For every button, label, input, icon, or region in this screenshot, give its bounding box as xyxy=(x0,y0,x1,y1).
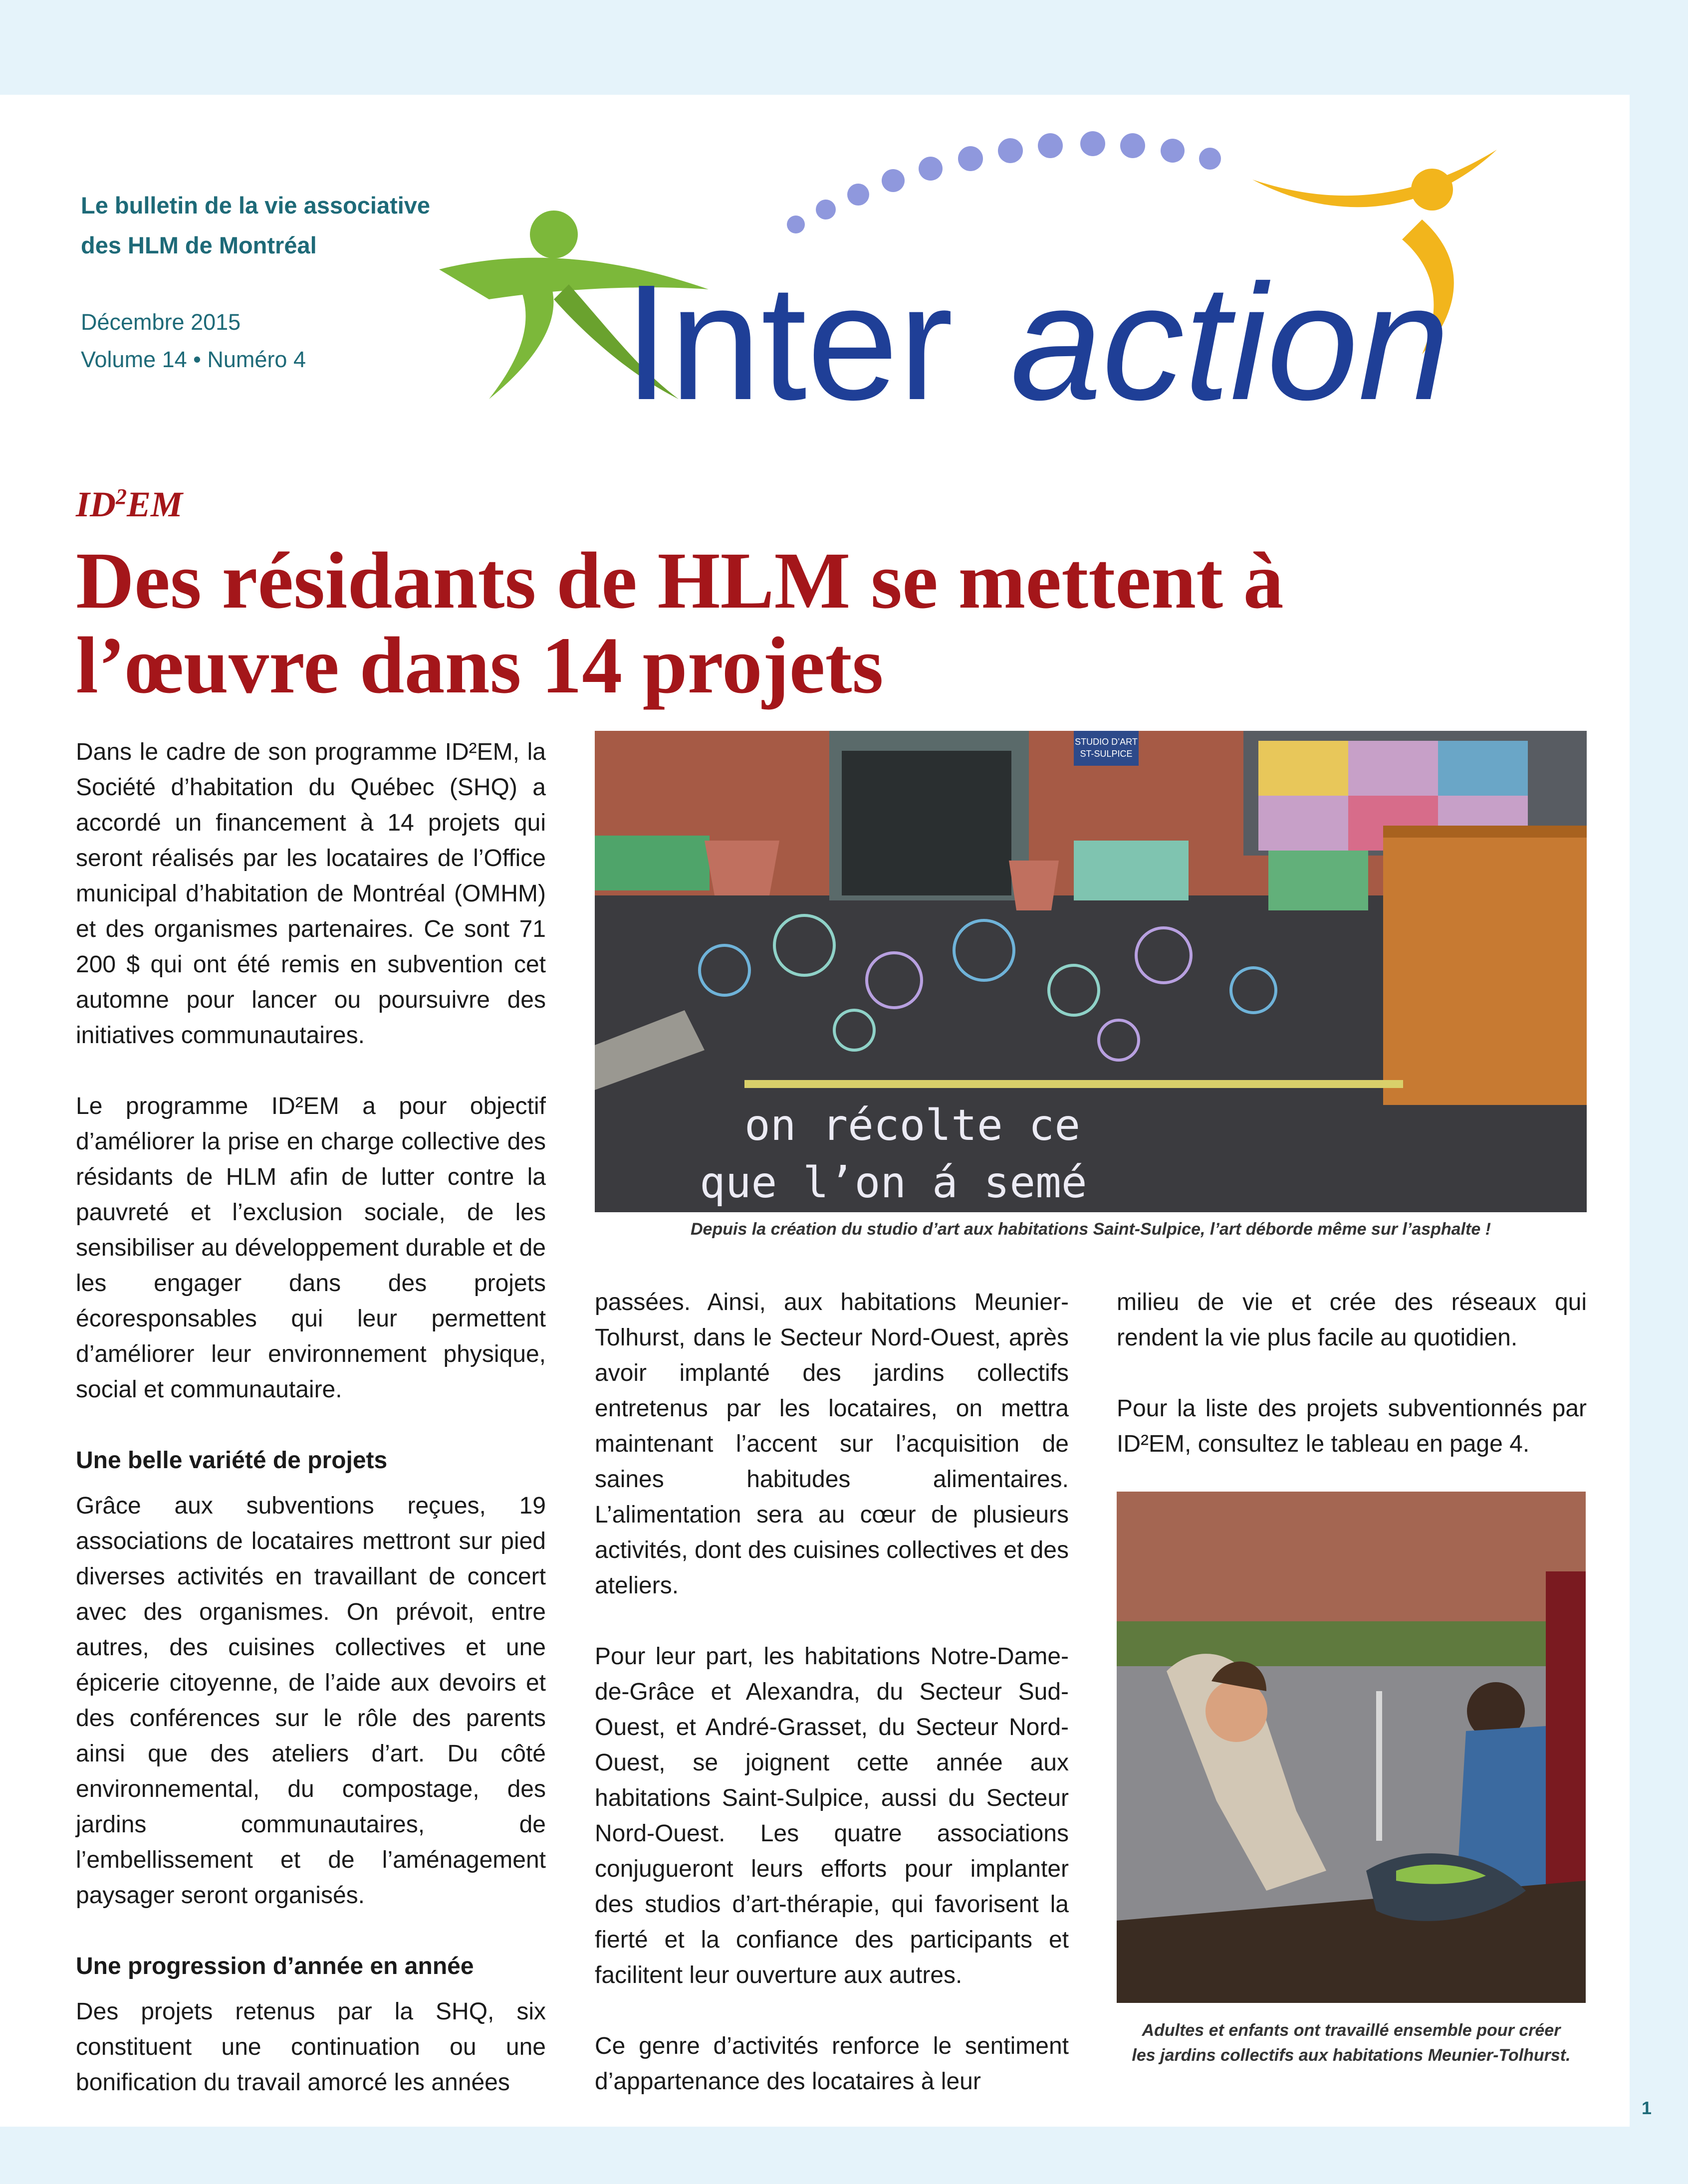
paragraph: Des projets retenus par la SHQ, six constituent une continuation ou une bonification du travail amorcé les années xyxy=(76,1998,546,2096)
studio-sign-line-2: ST-SULPICE xyxy=(1080,749,1133,759)
article-kicker xyxy=(76,484,183,525)
article-column-3 xyxy=(1117,1285,1587,1497)
kicker-superscript: 2 xyxy=(116,484,127,509)
photo-caption-1: Depuis la création du studio d’art aux habitations Saint-Sulpice, l’art déborde même sur l’asphalte ! xyxy=(691,1220,1491,1239)
headline-line-2: l’œuvre dans 14 projets xyxy=(76,621,884,710)
caption-2-line-1: Adultes et enfants ont travaillé ensemble pour créer xyxy=(1142,2021,1561,2040)
article-column-1 xyxy=(76,734,546,2136)
subheading: Une progression d’année en année xyxy=(76,1953,474,1979)
logo-dots-arc xyxy=(787,131,1221,233)
page-frame-top xyxy=(0,0,1688,95)
studio-sign-line-1: STUDIO D’ART xyxy=(1075,737,1138,747)
paragraph: milieu de vie et crée des réseaux qui rendent la vie plus facile au quotidien. xyxy=(1117,1289,1587,1351)
caption-2-line-2: les jardins collectifs aux habitations Meunier-Tolhurst. xyxy=(1132,2046,1571,2065)
page-number: 1 xyxy=(1642,2098,1652,2118)
paragraph: passées. Ainsi, aux habitations Meunier-Tolhurst, dans le Secteur Nord-Ouest, après avoir implanté des jardins collectifs entretenus par les locataires, on mettra maintenant l’accent sur l’acquisition de saines habitudes alimentaires. L’alimentation sera au cœur de plusieurs activités, dont des cuisines collectives et des ateliers. xyxy=(595,1289,1069,1599)
issue-date: Décembre 2015 xyxy=(81,309,241,335)
tagline-line-1: Le bulletin de la vie associative xyxy=(81,192,431,218)
article-column-2 xyxy=(595,1285,1069,2135)
subheading: Une belle variété de projets xyxy=(76,1447,388,1474)
paragraph: Le programme ID²EM a pour objectif d’améliorer la prise en charge collective des résidants de HLM afin de lutter contre la pauvreté et l’exclusion sociale, de les sensibiliser au développement durable et de les engager dans des projets écoresponsables qui leur permettent d’améliorer leur environnement physique, social et communautaire. xyxy=(76,1093,546,1403)
logo-word-action: action xyxy=(1010,250,1450,429)
article-headline xyxy=(76,536,1523,710)
chalk-text-line-1: on récolte ce xyxy=(744,1100,1081,1150)
page-frame-right xyxy=(1630,0,1688,2184)
logo-word-inter: Inter xyxy=(624,250,954,429)
headline-line-1: Des résidants de HLM se mettent à xyxy=(76,536,1284,626)
issue-info xyxy=(81,303,306,378)
paragraph: Ce genre d’activités renforce le sentiment d’appartenance des locataires à leur xyxy=(595,2033,1069,2095)
newsletter-tagline xyxy=(81,186,430,265)
kicker-prefix: ID xyxy=(76,484,116,524)
paragraph: Dans le cadre de son programme ID²EM, la Société d’habitation du Québec (SHQ) a accordé un financement à 14 projets qui seront réalisés par les locataires de l’Office municipal d’habitation de Montréal (OMHM) et des organismes partenaires. Ce sont 71 200 $ qui ont été remis en subvention cet automne pour lancer ou poursuivre des initiatives communautaires. xyxy=(76,739,546,1049)
tagline-line-2: des HLM de Montréal xyxy=(81,232,317,258)
photo-chalk-art-courtyard xyxy=(595,731,1587,1212)
photo-garden-volunteers xyxy=(1117,1492,1586,2003)
paragraph: Pour leur part, les habitations Notre-Dame-de-Grâce et Alexandra, du Secteur Sud-Ouest, et André-Grasset, du Secteur Nord-Ouest, se joignent cette année aux habitations Saint-Sulpice, aussi du Secteur Nord-Ouest. Les quatre associations conjugueront leurs efforts pour implanter des studios d’art-thérapie, qui favorisent la fierté et la confiance des participants et facilitent leur ouverture aux autres. xyxy=(595,1643,1069,1988)
paragraph: Pour la liste des projets subventionnés par ID²EM, consultez le tableau en page 4. xyxy=(1117,1395,1587,1457)
chalk-text-line-2: que l’on á semé xyxy=(700,1158,1087,1208)
interaction-logo xyxy=(429,120,1517,429)
photo-caption-2 xyxy=(1107,2018,1596,2068)
kicker-suffix: EM xyxy=(127,484,183,524)
paragraph: Grâce aux subventions reçues, 19 associations de locataires mettront sur pied diverses activités en travaillant de concert avec des organismes. On prévoit, entre autres, des cuisines collectives et une épicerie citoyenne, de l’aide aux devoirs et des conférences sur le rôle des parents ainsi que des ateliers d’art. Du côté environnemental, du compostage, des jardins communautaires, de l’embellissement et de l’aménagement paysager seront organisés. xyxy=(76,1493,546,1909)
issue-volume: Volume 14 • Numéro 4 xyxy=(81,347,306,372)
